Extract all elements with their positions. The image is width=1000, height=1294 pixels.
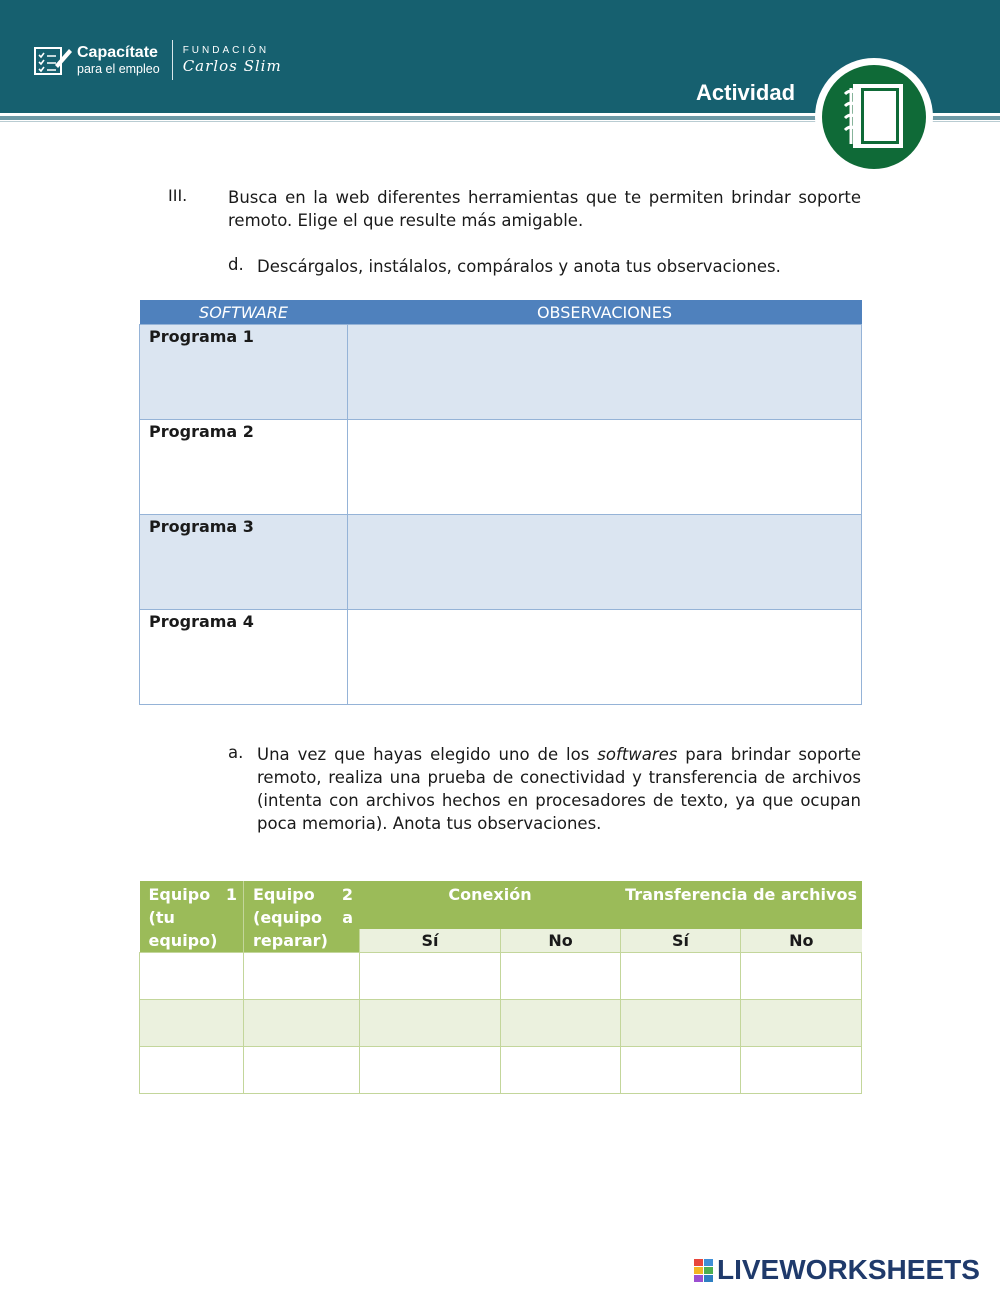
answer-cell[interactable]: [140, 1000, 244, 1047]
yes-header: Sí: [360, 929, 501, 953]
answer-cell[interactable]: [140, 953, 244, 1000]
program-label: Programa 4: [140, 610, 348, 705]
observations-input[interactable]: [348, 610, 862, 705]
color-block: [694, 1267, 703, 1274]
color-block: [694, 1275, 703, 1282]
instruction-text: [257, 743, 861, 835]
observations-input[interactable]: [348, 420, 862, 515]
answer-cell[interactable]: [741, 1000, 862, 1047]
foundation-label: FUNDACIÓN: [182, 45, 270, 56]
answer-cell[interactable]: [360, 953, 501, 1000]
program-label: Programa 1: [140, 325, 348, 420]
color-block: [704, 1275, 713, 1282]
brand-name: Capacítate: [77, 43, 158, 61]
table-row: [140, 953, 862, 1000]
notebook-icon: [815, 58, 933, 176]
instruction-text: Busca en la web diferentes herramientas que te permiten brindar soporte remoto. Elige el que resulte más amigable.: [228, 188, 861, 230]
program-label: Programa 3: [140, 515, 348, 610]
table-row: [140, 325, 862, 420]
observations-header: OBSERVACIONES: [348, 300, 862, 325]
answer-cell[interactable]: [621, 1047, 741, 1094]
no-header: No: [501, 929, 621, 953]
checklist-pen-icon: [33, 43, 73, 77]
answer-cell[interactable]: [360, 1000, 501, 1047]
answer-cell[interactable]: [360, 1047, 501, 1094]
brand-subtitle: para el empleo: [77, 61, 160, 76]
table-row: [140, 1000, 862, 1047]
equipo1-header: Equipo 1 (tu equipo): [140, 881, 244, 953]
activity-badge: [815, 58, 933, 176]
color-block: [704, 1267, 713, 1274]
color-block: [704, 1259, 713, 1266]
answer-cell[interactable]: [501, 1047, 621, 1094]
foundation-name: Carlos Slim: [182, 57, 282, 75]
equipo2-header: Equipo 2 (equipo a reparar): [244, 881, 360, 953]
connection-header: Conexión: [360, 881, 621, 929]
yes-header: Sí: [621, 929, 741, 953]
connectivity-table: [139, 881, 862, 1094]
software-table: [139, 300, 862, 705]
answer-cell[interactable]: [244, 1000, 360, 1047]
answer-cell[interactable]: [244, 1047, 360, 1094]
transfer-header: Transferencia de archivos: [621, 881, 862, 929]
observations-input[interactable]: [348, 325, 862, 420]
answer-cell[interactable]: [741, 1047, 862, 1094]
table-row: [140, 1047, 862, 1094]
software-header: SOFTWARE: [140, 300, 348, 325]
answer-cell[interactable]: [244, 953, 360, 1000]
text-part: Una vez que hayas elegido uno de los: [257, 745, 598, 764]
watermark-text: LIVEWORKSHEETS: [717, 1254, 980, 1285]
answer-cell[interactable]: [621, 1000, 741, 1047]
subitem-text: Descárgalos, instálalos, compáralos y anota tus observaciones.: [257, 257, 781, 276]
text-part: para brindar soporte remoto, realiza una prueba de conectividad y transferencia de archivos (intenta con archivos hechos en procesadores de texto, ya que ocupan poca memoria). Anota tus observaciones.: [257, 745, 861, 833]
table-row: [140, 420, 862, 515]
brand-logo: [33, 38, 282, 82]
no-header: No: [741, 929, 862, 953]
answer-cell[interactable]: [741, 953, 862, 1000]
section-label: Actividad: [696, 80, 796, 105]
answer-cell[interactable]: [621, 953, 741, 1000]
item-numeral: III.: [168, 186, 188, 205]
liveworksheets-logo: [694, 1254, 980, 1286]
answer-cell[interactable]: [501, 1000, 621, 1047]
answer-cell[interactable]: [501, 953, 621, 1000]
answer-cell[interactable]: [140, 1047, 244, 1094]
table-row: [140, 610, 862, 705]
table-row: [140, 515, 862, 610]
logo-divider: [172, 40, 173, 80]
observations-input[interactable]: [348, 515, 862, 610]
color-block: [694, 1259, 703, 1266]
subitem-letter: a.: [228, 743, 244, 762]
subitem-letter: d.: [228, 255, 244, 274]
program-label: Programa 2: [140, 420, 348, 515]
text-italic: softwares: [597, 745, 678, 764]
liveworksheets-blocks-icon: [694, 1259, 713, 1282]
